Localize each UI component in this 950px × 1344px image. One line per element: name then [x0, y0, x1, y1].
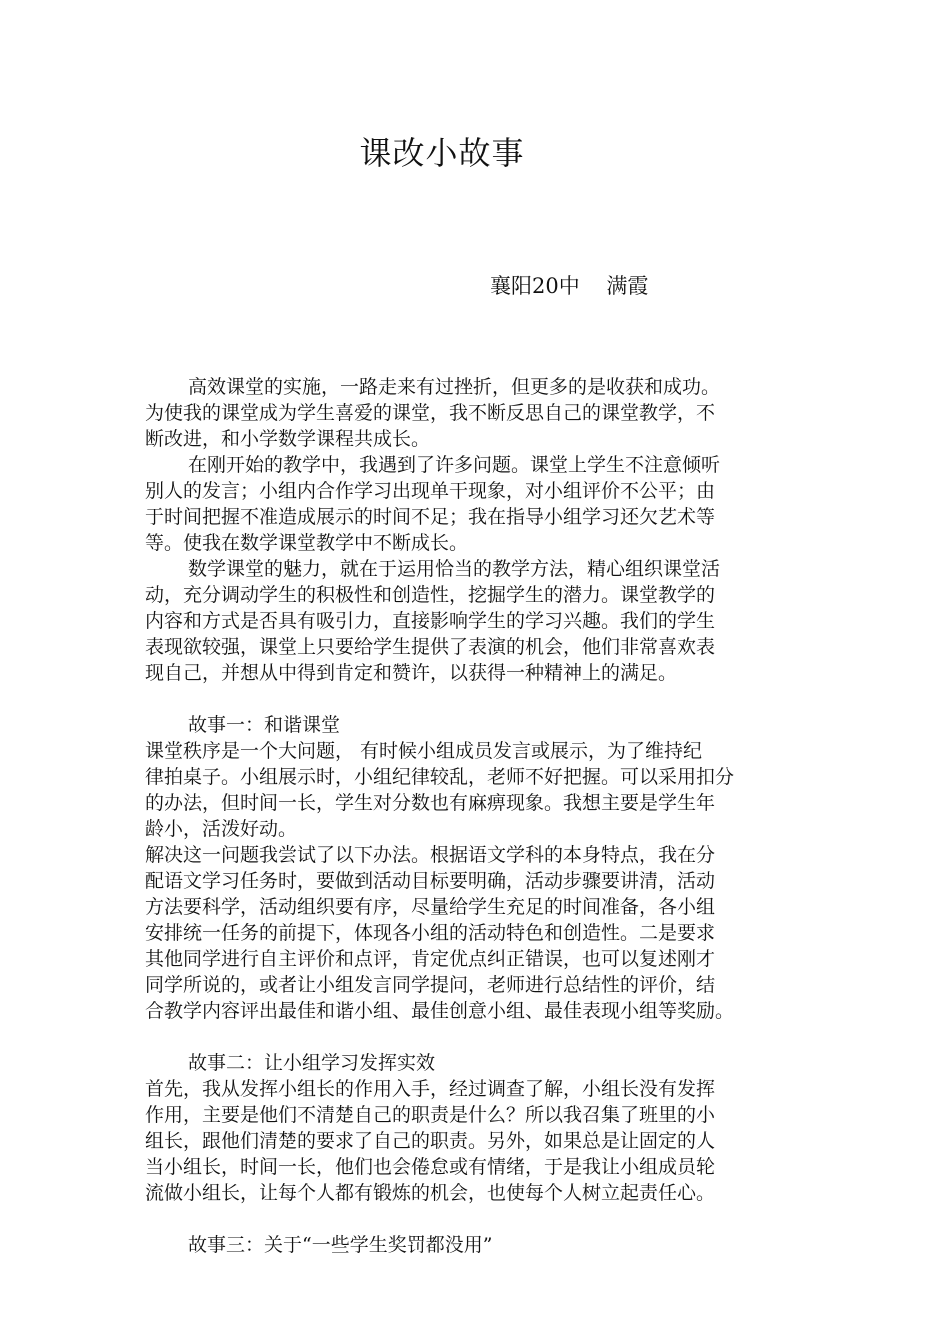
page-title: 课改小故事 [359, 134, 525, 172]
paragraph-line: 现自己，并想从中得到肯定和赞许，以获得一种精神上的满足。 [145, 662, 678, 684]
paragraph-line: 高效课堂的实施，一路走来有过挫折，但更多的是收获和成功。 [188, 376, 721, 398]
story-line: 课堂秩序是一个大问题， 有时候小组成员发言或展示，为了维持纪 [145, 740, 703, 762]
story-line: 解决这一问题我尝试了以下办法。根据语文学科的本身特点，我在分 [145, 844, 716, 866]
blank-line [145, 1024, 825, 1050]
story-line: 龄小，活泼好动。 [145, 818, 298, 840]
story-heading: 故事一：和谐课堂 [188, 714, 341, 736]
document-body [145, 374, 825, 1258]
story-line: 组长，跟他们清楚的要求了自己的职责。另外，如果总是让固定的人 [145, 1130, 716, 1152]
story-line: 作用，主要是他们不清楚自己的职责是什么？所以我召集了班里的小 [145, 1104, 716, 1126]
story-line: 配语文学习任务时，要做到活动目标要明确，活动步骤要讲清，活动 [145, 870, 716, 892]
paragraph-line: 内容和方式是否具有吸引力，直接影响学生的学习兴趣。我们的学生 [145, 610, 716, 632]
author-line: 襄阳20中 满霞 [490, 274, 649, 298]
story-line: 安排统一任务的前提下，体现各小组的活动特色和创造性。二是要求 [145, 922, 716, 944]
paragraph-line: 数学课堂的魅力，就在于运用恰当的教学方法，精心组织课堂活 [188, 558, 721, 580]
paragraph-line: 在刚开始的教学中，我遇到了许多问题。课堂上学生不注意倾听 [188, 454, 721, 476]
blank-line [145, 686, 825, 712]
story-heading: 故事三：关于“一些学生奖罚都没用” [188, 1234, 493, 1256]
story-line: 方法要科学，活动组织要有序，尽量给学生充足的时间准备，各小组 [145, 896, 716, 918]
story-line: 合教学内容评出最佳和谐小组、最佳创意小组、最佳表现小组等奖励。 [145, 1000, 735, 1022]
blank-line [145, 1206, 825, 1232]
paragraph-line: 等。使我在数学课堂教学中不断成长。 [145, 532, 469, 554]
paragraph-line: 别人的发言；小组内合作学习出现单干现象，对小组评价不公平；由 [145, 480, 716, 502]
paragraph-line: 为使我的课堂成为学生喜爱的课堂，我不断反思自己的课堂教学，不 [145, 402, 716, 424]
story-line: 当小组长，时间一长，他们也会倦怠或有情绪，于是我让小组成员轮 [145, 1156, 716, 1178]
story-line: 其他同学进行自主评价和点评，肯定优点纠正错误，也可以复述刚才 [145, 948, 716, 970]
paragraph-line: 表现欲较强，课堂上只要给学生提供了表演的机会，他们非常喜欢表 [145, 636, 716, 658]
story-line: 首先，我从发挥小组长的作用入手，经过调查了解，小组长没有发挥 [145, 1078, 716, 1100]
paragraph-line: 动，充分调动学生的积极性和创造性，挖掘学生的潜力。课堂教学的 [145, 584, 716, 606]
story-line: 流做小组长，让每个人都有锻炼的机会，也使每个人树立起责任心。 [145, 1182, 716, 1204]
story-line: 律拍桌子。小组展示时，小组纪律较乱，老师不好把握。可以采用扣分 [145, 766, 735, 788]
story-heading: 故事二：让小组学习发挥实效 [188, 1052, 436, 1074]
paragraph-line: 断改进，和小学数学课程共成长。 [145, 428, 431, 450]
story-line: 同学所说的，或者让小组发言同学提问，老师进行总结性的评价，结 [145, 974, 716, 996]
story-line: 的办法，但时间一长，学生对分数也有麻痹现象。我想主要是学生年 [145, 792, 716, 814]
paragraph-line: 于时间把握不准造成展示的时间不足；我在指导小组学习还欠艺术等 [145, 506, 716, 528]
